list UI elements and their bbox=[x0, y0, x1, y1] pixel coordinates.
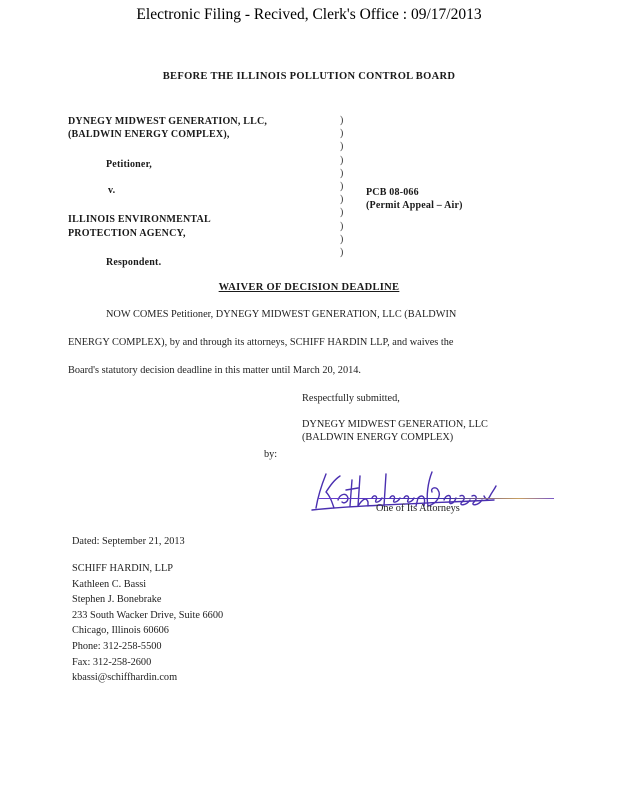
paren: ) bbox=[340, 167, 344, 179]
paren: ) bbox=[340, 141, 344, 153]
paren: ) bbox=[340, 207, 344, 219]
body-line-3: Board's statutory decision deadline in this matter until March 20, 2014. bbox=[68, 365, 361, 376]
signer-caption: One of Its Attorneys bbox=[376, 503, 460, 514]
closing-text: Respectfully submitted, bbox=[302, 393, 400, 404]
case-number: PCB 08-066 bbox=[366, 187, 419, 198]
petitioner-role: Petitioner, bbox=[106, 159, 152, 170]
body-line-1: NOW COMES Petitioner, DYNEGY MIDWEST GENERATION, LLC (BALDWIN bbox=[106, 309, 457, 320]
petitioner-name-line2: (BALDWIN ENERGY COMPLEX), bbox=[68, 129, 230, 140]
body-line-2: ENERGY COMPLEX), by and through its attorneys, SCHIFF HARDIN LLP, and waives the bbox=[68, 337, 454, 348]
filing-stamp: Electronic Filing - Recived, Clerk's Office : 09/17/2013 bbox=[136, 6, 482, 23]
paren: ) bbox=[340, 181, 344, 193]
attorney-name-1: Kathleen C. Bassi bbox=[72, 578, 147, 590]
paren: ) bbox=[340, 154, 344, 166]
signature-line bbox=[318, 498, 554, 499]
caption-parenthesis-column bbox=[340, 114, 343, 259]
signature-party-line1: DYNEGY MIDWEST GENERATION, LLC bbox=[302, 419, 488, 430]
petitioner-name-line1: DYNEGY MIDWEST GENERATION, LLC, bbox=[68, 116, 268, 127]
paren: ) bbox=[340, 128, 344, 140]
paren: ) bbox=[340, 220, 344, 232]
email-address: kbassi@schiffhardin.com bbox=[72, 672, 178, 684]
versus-label: v. bbox=[108, 185, 116, 196]
attorney-name-2: Stephen J. Bonebrake bbox=[72, 594, 162, 606]
respondent-name-line2: PROTECTION AGENCY, bbox=[68, 228, 186, 239]
firm-name: SCHIFF HARDIN, LLP bbox=[72, 563, 173, 574]
paren: ) bbox=[340, 115, 344, 126]
phone-number: Phone: 312-258-5500 bbox=[72, 640, 162, 652]
case-type: (Permit Appeal – Air) bbox=[366, 200, 463, 211]
board-heading: BEFORE THE ILLINOIS POLLUTION CONTROL BOARD bbox=[162, 71, 456, 82]
paren: ) bbox=[340, 247, 344, 259]
respondent-role: Respondent. bbox=[106, 257, 162, 268]
paren: ) bbox=[340, 233, 344, 245]
attorney-block bbox=[72, 561, 223, 686]
address-line-2: Chicago, Illinois 60606 bbox=[72, 625, 169, 637]
paren: ) bbox=[340, 194, 344, 206]
fax-number: Fax: 312-258-2600 bbox=[72, 656, 152, 668]
address-line-1: 233 South Wacker Drive, Suite 6600 bbox=[72, 609, 224, 621]
document-title: WAIVER OF DECISION DEADLINE bbox=[218, 282, 400, 293]
signature-party-line2: (BALDWIN ENERGY COMPLEX) bbox=[302, 432, 454, 443]
respondent-name-line1: ILLINOIS ENVIRONMENTAL bbox=[68, 214, 211, 225]
dated-line: Dated: September 21, 2013 bbox=[72, 536, 185, 547]
by-label: by: bbox=[264, 449, 278, 460]
